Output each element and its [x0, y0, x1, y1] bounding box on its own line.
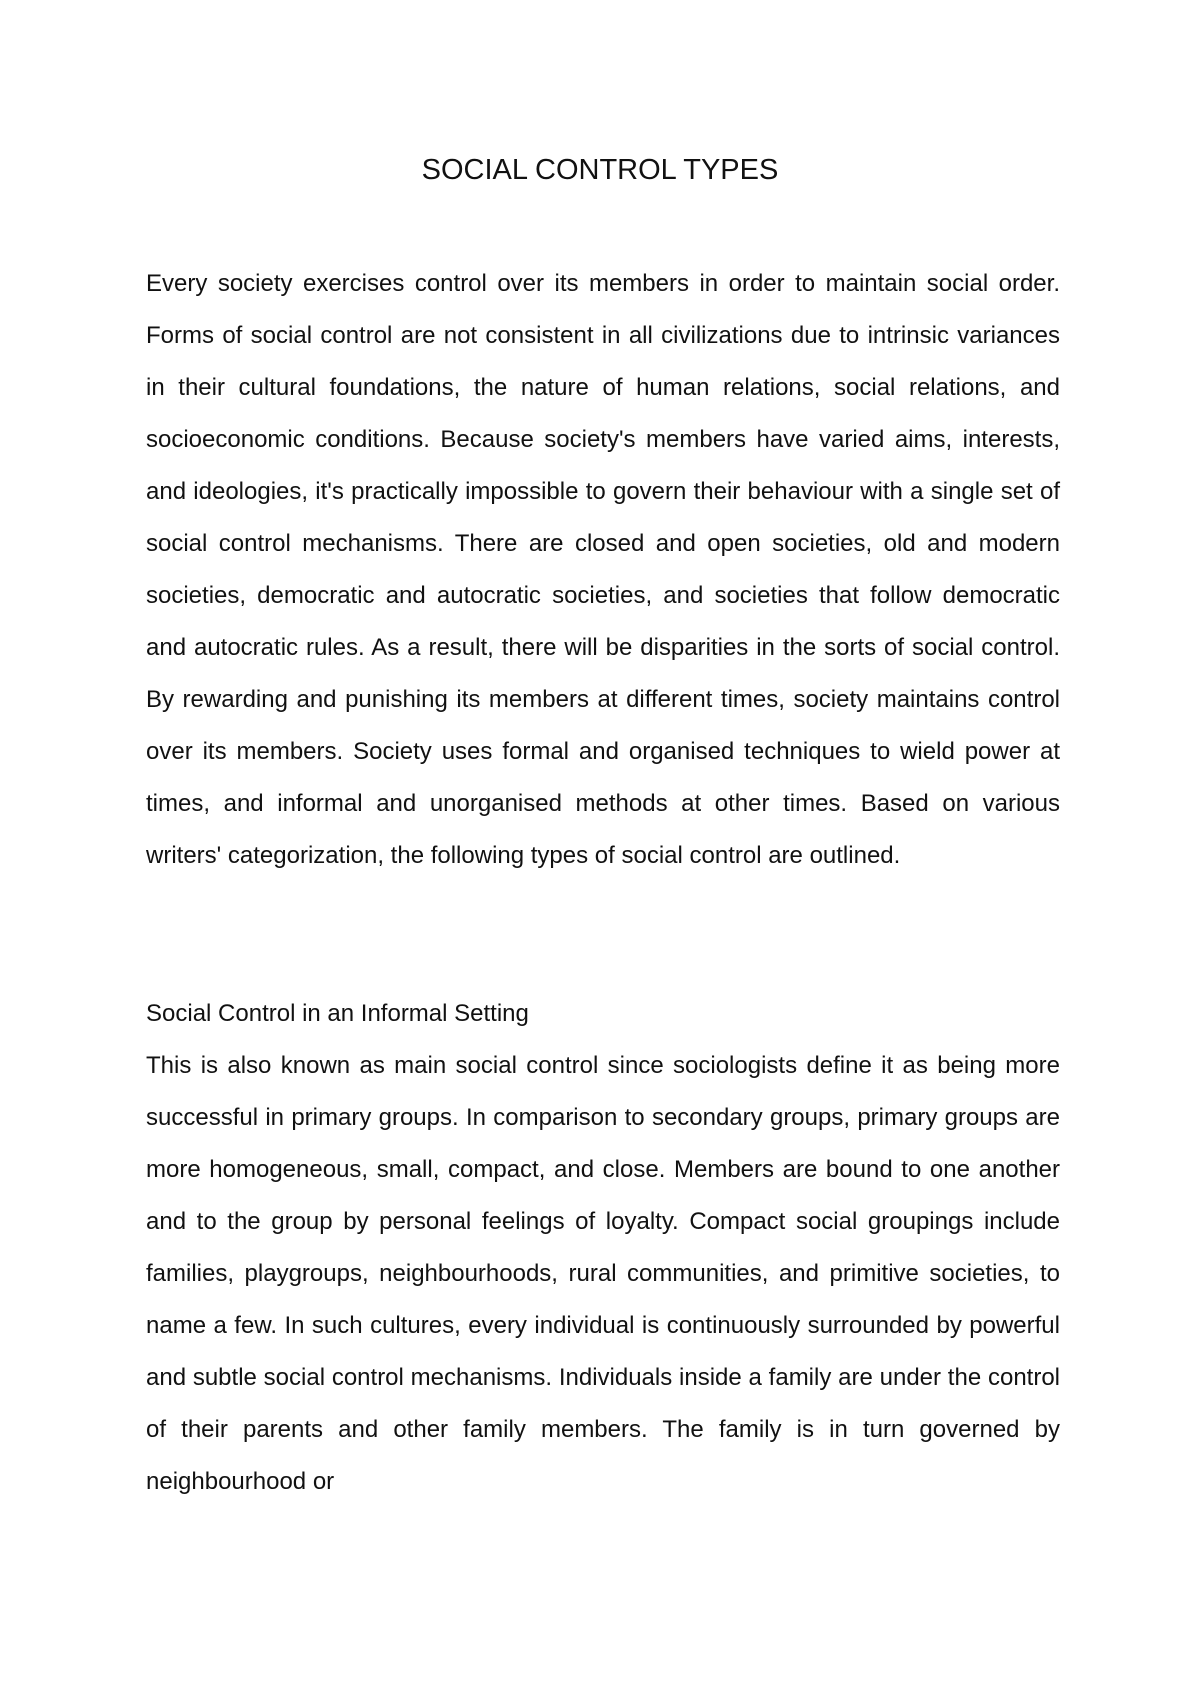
section-heading: Social Control in an Informal Setting: [146, 1000, 529, 1027]
intro-paragraph: Every society exercises control over its members in order to maintain social order. Forms of social control are not consistent in all civilizations due to intrinsic variances in their cultural foundations, the nature of human relations, social relations, and socioeconomic conditions. Because society's members have varied aims, interests, and ideologies, it's practically impossible to govern their behaviour with a single set of social control mechanisms. There are closed and open societies, old and modern societies, democratic and autocratic societies, and societies that follow democratic and autocratic rules. As a result, there will be disparities in the sorts of social control. By rewarding and punishing its members at different times, society maintains control over its members. Society uses formal and organised techniques to wield power at times, and informal and unorganised methods at other times. Based on various writers' categorization, the following types of social control are outlined.: [146, 270, 1060, 869]
document-title: SOCIAL CONTROL TYPES: [421, 154, 779, 186]
section-paragraph: This is also known as main social control since sociologists define it as being more successful in primary groups. In comparison to secondary groups, primary groups are more homogeneous, small, compact, and close. Members are bound to one another and to the group by personal feelings of loyalty. Compact social groupings include families, playgroups, neighbourhoods, rural communities, and primitive societies, to name a few. In such cultures, every individual is continuously surrounded by powerful and subtle social control mechanisms. Individuals inside a family are under the control of their parents and other family members. The family is in turn governed by neighbourhood or: [146, 1052, 1060, 1495]
